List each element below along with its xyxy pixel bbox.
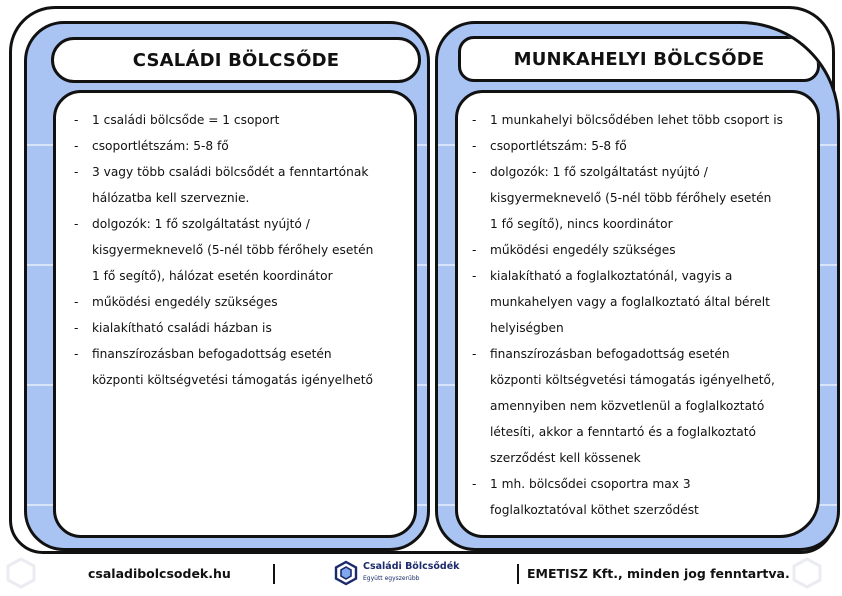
- list-item: - kialakítható családi házban is: [74, 321, 272, 335]
- list-item: - dolgozók: 1 fő szolgáltatást nyújtó / kisgyermeknevelő (5-nél több férőhely esetén 1 fő segítő), hálózat esetén koordinátor: [74, 217, 374, 283]
- workplace-nursery-panel: [435, 21, 840, 551]
- family-nursery-panel: [24, 21, 430, 551]
- list-item: - 1 munkahelyi bölcsődében lehet több csoport is: [472, 113, 783, 127]
- brand-logo: [333, 560, 459, 586]
- workplace-nursery-content: [455, 90, 820, 538]
- list-item: - finanszírozásban befogadottság esetén központi költségvetési támogatás igényelhető: [74, 347, 374, 387]
- footer-divider: [273, 564, 275, 584]
- website-link[interactable]: csaladibolcsodek.hu: [88, 566, 231, 581]
- outer-frame: [9, 6, 835, 554]
- family-nursery-list: [74, 107, 406, 393]
- list-item: - dolgozók: 1 fő szolgáltatást nyújtó / kisgyermeknevelő (5-nél több férőhely esetén 1 fő segítő), nincs koordinátor: [472, 165, 772, 231]
- list-item: - csoportlétszám: 5-8 fő: [472, 139, 627, 153]
- list-item: - 1 családi bölcsőde = 1 csoport: [74, 113, 280, 127]
- list-item: - működési engedély szükséges: [472, 243, 676, 257]
- family-nursery-title: CSALÁDI BÖLCSŐDE: [51, 37, 421, 83]
- brand-tagline: Együtt egyszerűbb: [363, 575, 420, 582]
- list-item: - 1 mh. bölcsődei csoportra max 3 foglalkoztatóval köthet szerződést: [472, 477, 699, 517]
- copyright-text: EMETISZ Kft., minden jog fenntartva.: [527, 566, 790, 581]
- list-item: - kialakítható a foglalkoztatónál, vagyis a munkahelyen vagy a foglalkoztató által bérelt helyiségben: [472, 269, 770, 335]
- list-item: - finanszírozásban befogadottság esetén központi költségvetési támogatás igényelhető, amennyiben nem közvetlenül a foglalkoztató létesíti, akkor a fenntartó és a foglalkoztató szerződést kell kössenek: [472, 347, 775, 465]
- footer-divider: [517, 564, 519, 584]
- workplace-nursery-title: MUNKAHELYI BÖLCSŐDE: [458, 36, 820, 82]
- workplace-nursery-list: [472, 107, 813, 523]
- family-nursery-content: [53, 90, 417, 538]
- list-item: - csoportlétszám: 5-8 fő: [74, 139, 229, 153]
- list-item: - 3 vagy több családi bölcsődét a fenntartónak hálózatba kell szerveznie.: [74, 165, 369, 205]
- brand-logo-icon: [333, 560, 359, 586]
- brand-name: Családi Bölcsődék: [363, 561, 460, 572]
- list-item: - működési engedély szükséges: [74, 295, 278, 309]
- footer: [0, 556, 842, 596]
